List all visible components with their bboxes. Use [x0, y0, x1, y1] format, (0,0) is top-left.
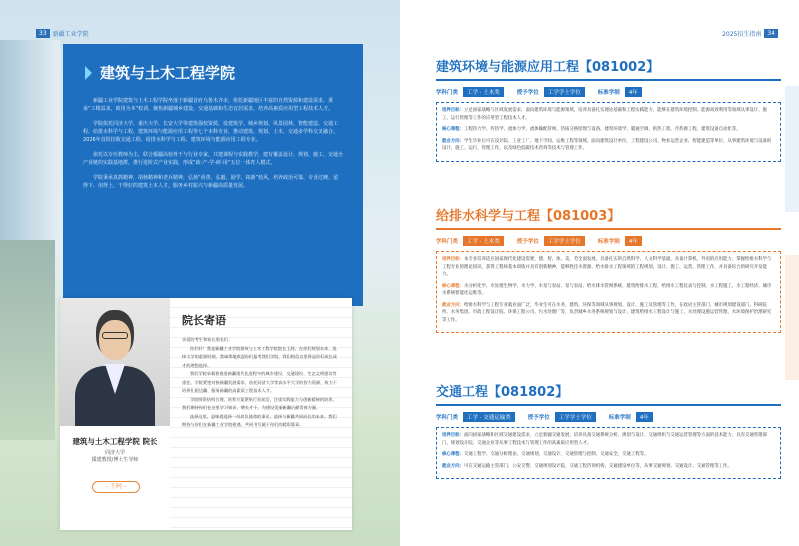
letter-salutation: 亲爱的考生和家长朋友们： — [182, 337, 233, 342]
right-page-header — [722, 29, 781, 38]
career-label: 就业方向： — [442, 138, 464, 144]
duration-badge: 4年 — [636, 412, 653, 422]
discipline-badge: 工学 · 土木类 — [463, 236, 504, 246]
college-intro-panel — [63, 44, 363, 306]
left-page-number: 33 — [36, 29, 50, 38]
degree-badge: 工学学士学位 — [555, 412, 596, 422]
dean-university: 同济大学 — [104, 450, 125, 456]
left-page-header — [36, 29, 89, 38]
discipline-label: 学科门类 — [436, 90, 459, 96]
dean-name: - 王阿 - — [92, 481, 140, 493]
degree-label: 授予学位 — [527, 415, 550, 421]
core-label: 核心课程： — [442, 452, 464, 457]
core-text: 水分析化学、水处理生物学、水力学、水泵与泵站、泵与泵站、给水排水管网系统、建筑给排水工程、给排水工程仪表与控制、水工程施工、水工程经济、城市水系统智能化运维等。 — [442, 283, 772, 296]
letter-paragraph: 学院师资结构合理，培养方案紧贴行业前沿，注重实践能力与创新精神的培养。我们期待你们在这里学习知识、增长才干，为建设美丽新疆贡献青春力量。 — [182, 396, 337, 410]
core-text: 交通工程学、交通分析理论、交通规划、交通设计、交通管理与控制、交通安全、交通工程等。 — [463, 452, 649, 457]
goal-text: 立足国家战略与区域发展需求，面向建筑环境与能源领域，培养具备扎实理论基础和工程实践能力，能够在建筑环境控制、能源高效利用等领域从事设计、施工、运行管理等工作的应用型工程技术人才。 — [442, 108, 767, 121]
program-meta — [436, 236, 781, 246]
program-details — [436, 102, 781, 162]
letter-heading: 院长寄语 — [182, 314, 226, 327]
page-label: 2025招生指南 — [722, 31, 762, 38]
dean-affiliation — [60, 450, 170, 464]
duration-badge: 4年 — [625, 87, 642, 97]
dean-title: 建筑与土木工程学院 院长 — [72, 437, 158, 446]
intro-paragraph: 依托以专任教师为主，联合援疆高校骨干与行业专家，共建课程与实践教学，建有覆盖设计、规划、施工、交通全产业链的实践基地群，推行进阶式产业实践，形成“政-产-学-研-用”五位一体育人模式。 — [83, 152, 344, 166]
letter-paragraph: 我们学院承载着推进新疆现代化进程中的城乡建设、交通建设、生态文明建设等重任。学院紧密对接新疆发展需求，依托同济大学等高水平大学的智力资源，致力于培养扎根边疆、服务新疆的高素质工程技术人才。 — [182, 371, 337, 393]
program-section — [436, 56, 781, 162]
discipline-badge: 工学 · 土木类 — [463, 87, 504, 97]
duration-label: 标准学制 — [608, 415, 631, 421]
degree-badge: 工学学士学位 — [544, 87, 585, 97]
decorative-strip — [785, 86, 799, 212]
program-section — [436, 381, 781, 479]
program-title: 交通工程【081802】 — [436, 381, 781, 406]
program-title: 建筑环境与能源应用工程【081002】 — [436, 56, 781, 81]
program-meta — [436, 412, 781, 422]
discipline-label: 学科门类 — [436, 239, 459, 245]
dean-role: 援建教授/博士生导师 — [91, 457, 139, 463]
core-label: 核心课程： — [442, 283, 464, 289]
arrow-icon — [85, 66, 92, 80]
school-name: 新疆工业学院 — [52, 31, 89, 38]
discipline-badge: 工学 · 交通运输类 — [463, 412, 515, 422]
program-details — [436, 427, 781, 479]
program-section — [436, 205, 781, 333]
program-details — [436, 251, 781, 333]
college-title — [85, 62, 343, 83]
core-label: 核心课程： — [442, 127, 464, 132]
dean-photo — [60, 298, 170, 426]
career-text: 给排水科学与工程专业就业面广泛，毕业生可在水务、建筑、环保等领域从事规划、设计、施工及管理等工作，在政府主管部门、城市规划建设部门、科研院所、水务集团、市政工程设计院、环保工程公司、污水处理厂等，负责城乡水务系统规划与设计、建筑给排水工程设计与施工、水处理设施运营管理、水环境保护治理研究等工作。 — [442, 302, 772, 323]
degree-label: 授予学位 — [516, 90, 539, 96]
background-landscape-image — [0, 240, 55, 440]
intro-paragraph: 学院秉承真抓精神，胡杨精神和老兵精神，弘扬“尚善、弘毅、励学、拓新”校风，培养政治可靠、专业过硬、留得下、用得上，干得好的建筑土木人才，服务乡村振兴与新疆高质量发展。 — [83, 175, 339, 189]
career-text: 学生毕业后可在设计院、工业工厂、地下空间、运维工程等领域，面向建筑设计单位、工程建设公司、物业运营企业、智能建造等单位，从事建筑环境与设备的设计、施工、运行、管理工作，以及绿色低碳技术咨询等技术与管理工作。 — [442, 138, 772, 151]
goal-text: 面向国家战略和区域交通建设需求，立足新疆交通发展，培养具备交通系统分析、规划与设计、交通组织与交通运营管理等方面的技术能力，具有交通管理部门、规划设计院、交通企业等从事工程技术与管理工作的高素质应用型人才。 — [442, 433, 767, 446]
goal-text: 本专业培养适应国家现代化建设需要，德、智、体、美、劳全面发展，具备扎实的自然科学、人文科学基础，具备计算机、外语的应用能力，掌握给排水科学与工程专业的理论知识，获得工程师基本训练并具有创新精神，能够胜任水资源、给水排水工程领域的工程规划、设计、施工、运营、管理工作，并具备综合的研究开发能力。 — [442, 257, 772, 277]
discipline-label: 学科门类 — [436, 415, 459, 421]
background-building-image — [0, 40, 60, 240]
degree-label: 授予学位 — [516, 239, 539, 245]
program-title: 给排水科学与工程【081003】 — [436, 205, 781, 230]
right-page-number: 34 — [764, 29, 778, 38]
dean-letter — [170, 298, 352, 530]
career-label: 就业方向： — [442, 463, 464, 469]
career-text: 可在交通运输主管部门、公安交警、交通规划设计院、交通工程咨询机构、交通建设单位等，从事交通规划、交通设计、交通管理等工作。 — [463, 463, 732, 469]
intro-paragraph: 学院依托同济大学、重庆大学、长安大学等建筑强校资源，设建筑学、城乡规划、风景园林、智能建造、交通工程、给排水科学与工程、建筑环境与能源应用工程等七个本科专业，推动建筑、规划、土木、交通多学科交叉融合。2026年首批招收交通工程、给排水科学与工程、建筑环境与能源应用工程专业。 — [83, 121, 339, 143]
duration-badge: 4年 — [625, 236, 642, 246]
letter-paragraph: 你们好！我是新疆工业学院建筑与土木工程学院院长王阿。在你们规划未来、选择大学的重要时刻，我诚挚地欢迎你们报考我们学院，我们相信这里将是你们成长成才的理想选择。 — [182, 345, 337, 368]
duration-label: 标准学制 — [597, 239, 620, 245]
intro-paragraph: 新疆工业学院建筑与土木工程学院坐落于新疆首府乌鲁木齐市，依托新疆地区丰富的自然资源和建设需求，秉承“工精益求，致用为本”校训，聚焦新疆城乡建设、交通基础和生态宜居需求，培养高素质应用型工程技术人才。 — [83, 98, 334, 112]
letter-paragraph: 选择这里，意味着选择一份肩负使命的事业，选择与新疆共同成长的未来。我们期待与你们在新疆工业学院相遇，共同书写属于你们的精彩篇章。 — [182, 413, 337, 427]
program-meta — [436, 87, 781, 97]
career-label: 就业方向： — [442, 302, 464, 308]
college-title-text: 建筑与土木工程学院 — [100, 64, 236, 82]
dean-card — [60, 298, 352, 530]
goal-label: 培养目标： — [442, 108, 464, 113]
goal-label: 培养目标： — [442, 433, 464, 438]
decorative-strip — [785, 255, 799, 380]
right-page — [400, 0, 799, 546]
duration-label: 标准学制 — [597, 90, 620, 96]
core-text: 工程热力学、传热学、流体力学、流体输配管网、热质交换原理与设备、建筑环境学、暖通空调、供热工程、冷热源工程、建筑设备自动化等。 — [463, 127, 741, 132]
degree-badge: 工学学士学位 — [544, 236, 585, 246]
goal-label: 培养目标： — [442, 257, 464, 262]
